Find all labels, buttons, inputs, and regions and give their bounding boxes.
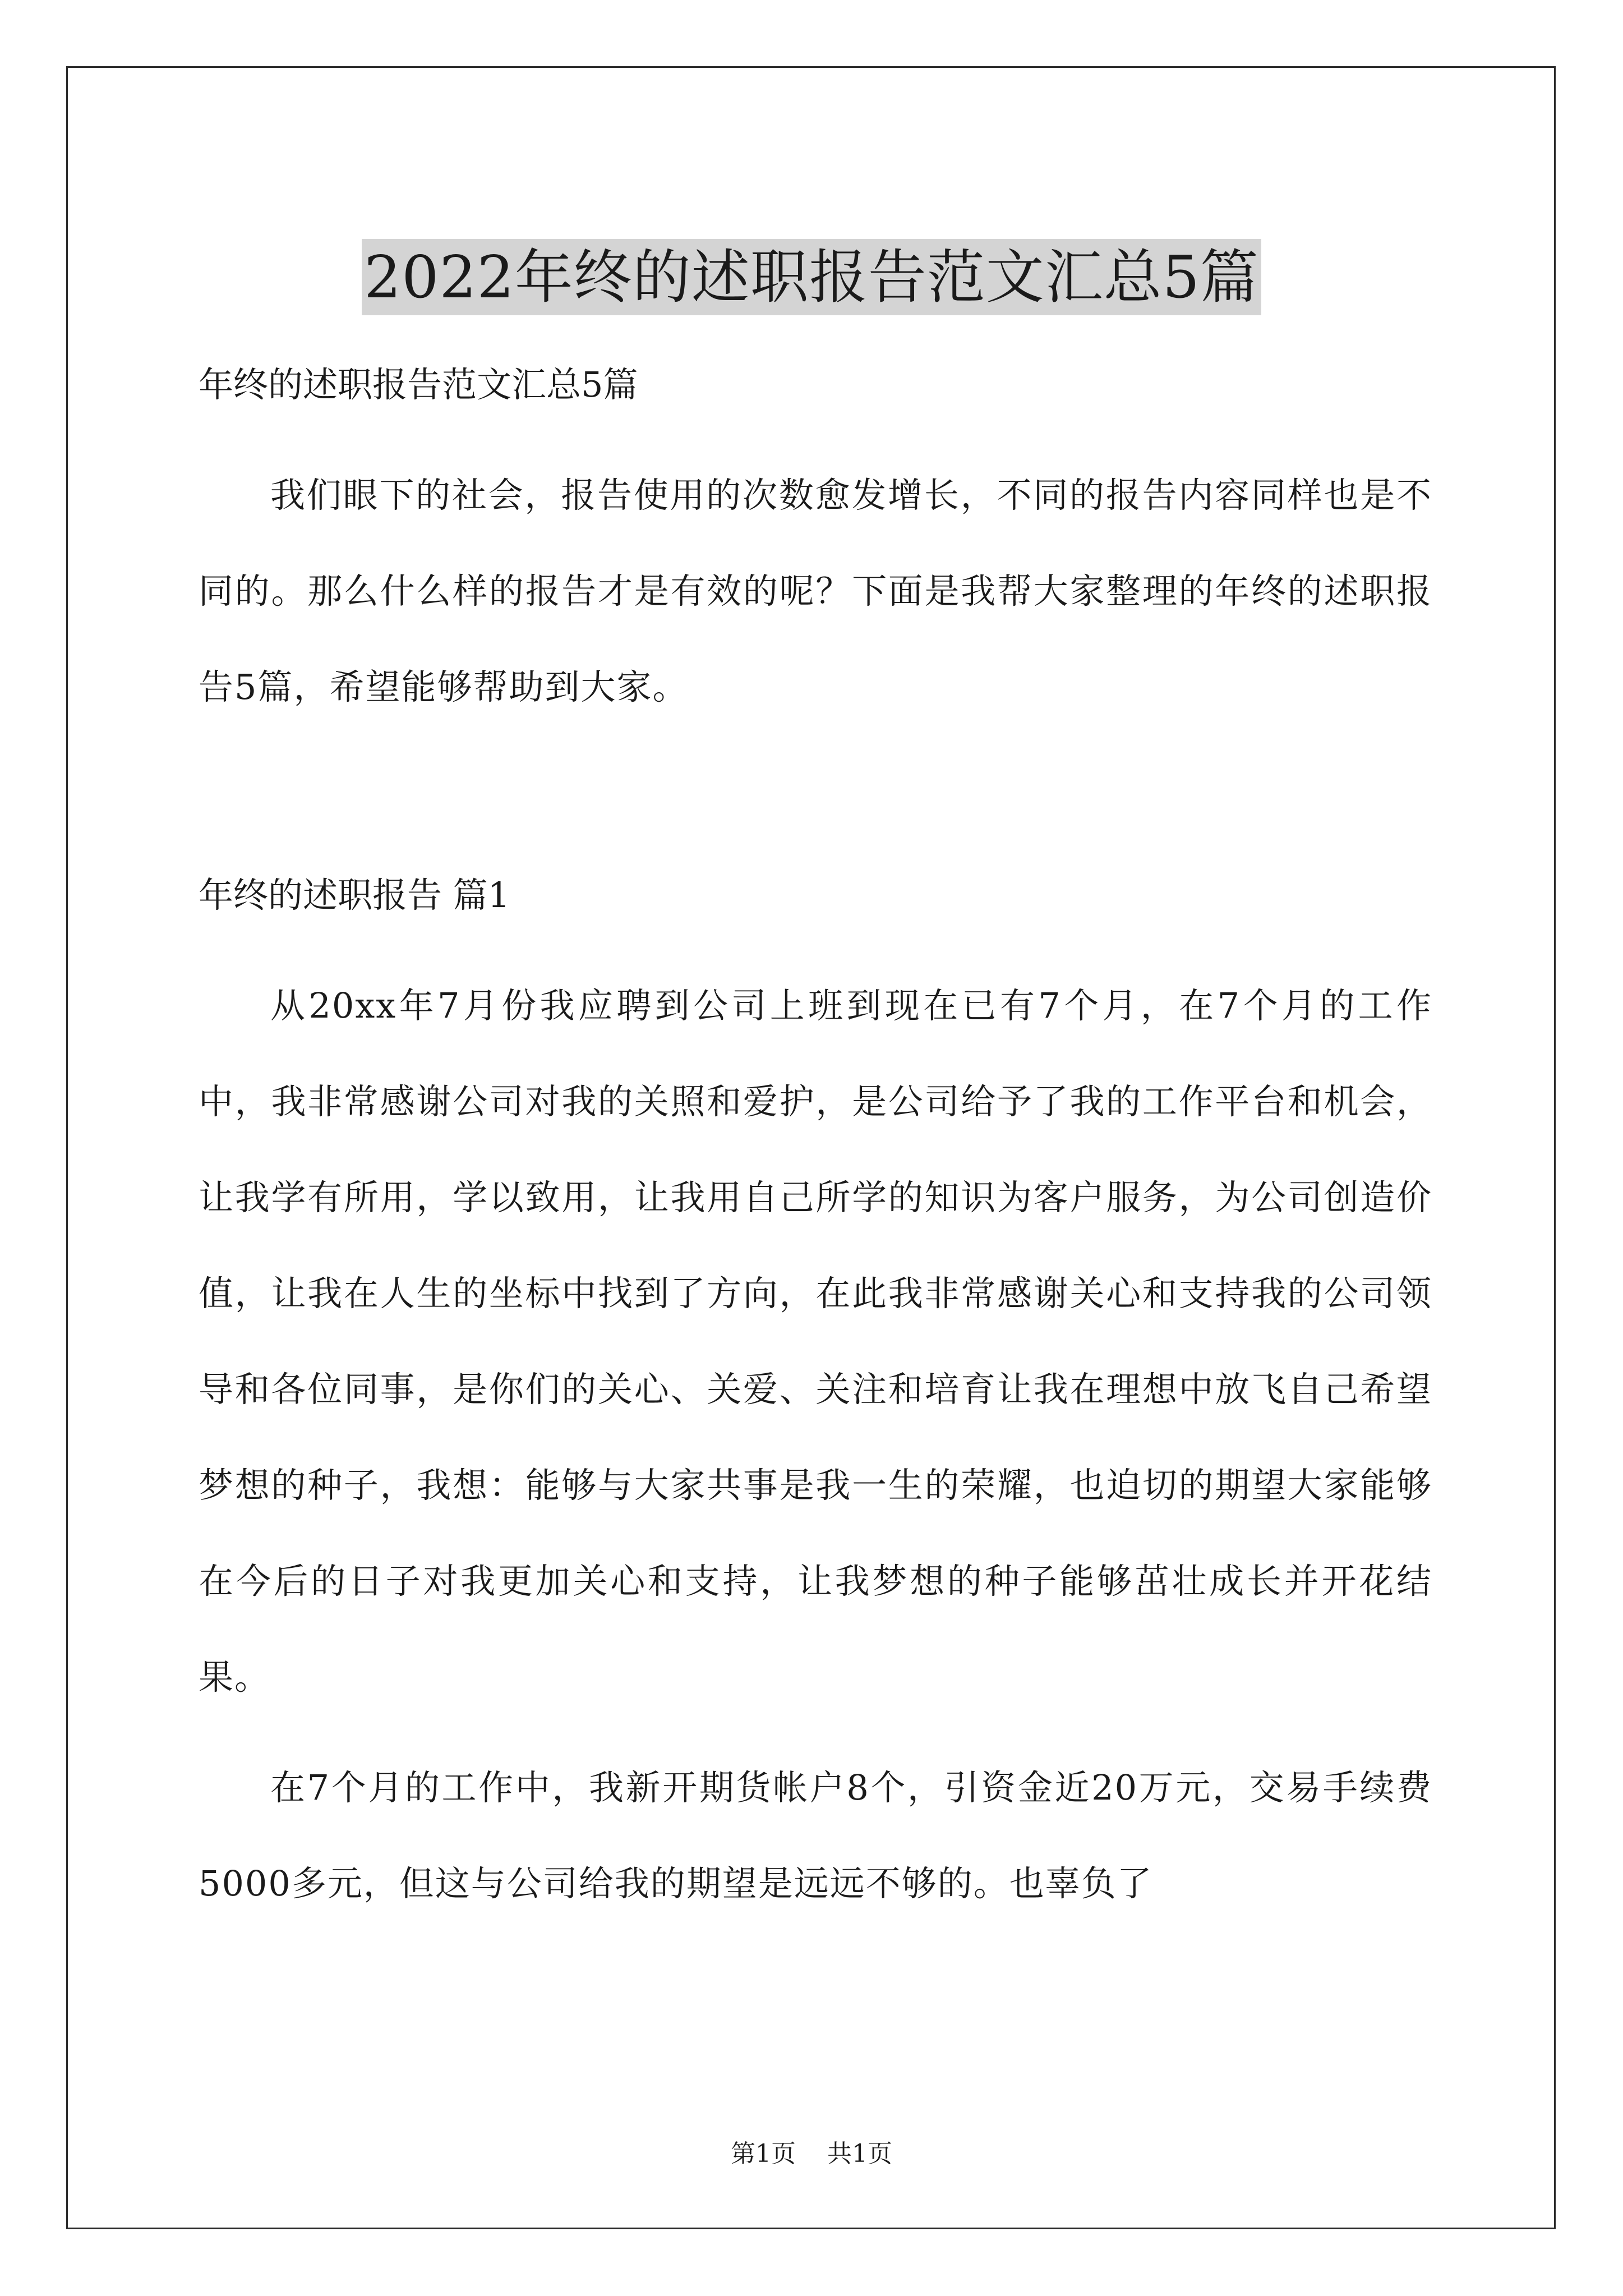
spacer — [199, 1725, 1432, 1740]
document-body — [199, 337, 1432, 1931]
document-title: 2022年终的述职报告范文汇总5篇 — [362, 239, 1261, 315]
page-number: 第1页 — [731, 2139, 796, 2168]
spacer — [199, 943, 1432, 958]
spacer — [199, 432, 1432, 447]
title-wrap — [0, 200, 1623, 354]
section-heading: 年终的述职报告 篇1 — [199, 875, 510, 915]
body-paragraph: 从20xx年7月份我应聘到公司上班到现在已有7个月，在7个月的工作中，我非常感谢公司对我的关照和爱护，是公司给予了我的工作平台和机会，让我学有所用，学以致用，让我用自己所学的知识为客户服务，为公司创造价值，让我在人生的坐标中找到了方向，在此我非常感谢关心和支持我的公司领导和各位同事，是你们的关心、关爱、关注和培育让我在理想中放飞自己希望梦想的种子，我想：能够与大家共事是我一生的荣耀，也迫切的期望大家能够在今后的日子对我更加关心和支持，让我梦想的种子能够茁壮成长并开花结果。 — [199, 985, 1432, 1697]
document-subtitle: 年终的述职报告范文汇总5篇 — [199, 364, 638, 405]
spacer — [199, 735, 1432, 847]
intro-paragraph: 我们眼下的社会，报告使用的次数愈发增长，不同的报告内容同样也是不同的。那么什么样的报告才是有效的呢？下面是我帮大家整理的年终的述职报告5篇，希望能够帮助到大家。 — [199, 475, 1432, 707]
body-paragraph: 在7个月的工作中，我新开期货帐户8个，引资金近20万元，交易手续费5000多元，但这与公司给我的期望是远远不够的。也辜负了 — [199, 1767, 1432, 1904]
page-footer — [0, 2137, 1623, 2171]
page-total: 共1页 — [827, 2139, 892, 2168]
